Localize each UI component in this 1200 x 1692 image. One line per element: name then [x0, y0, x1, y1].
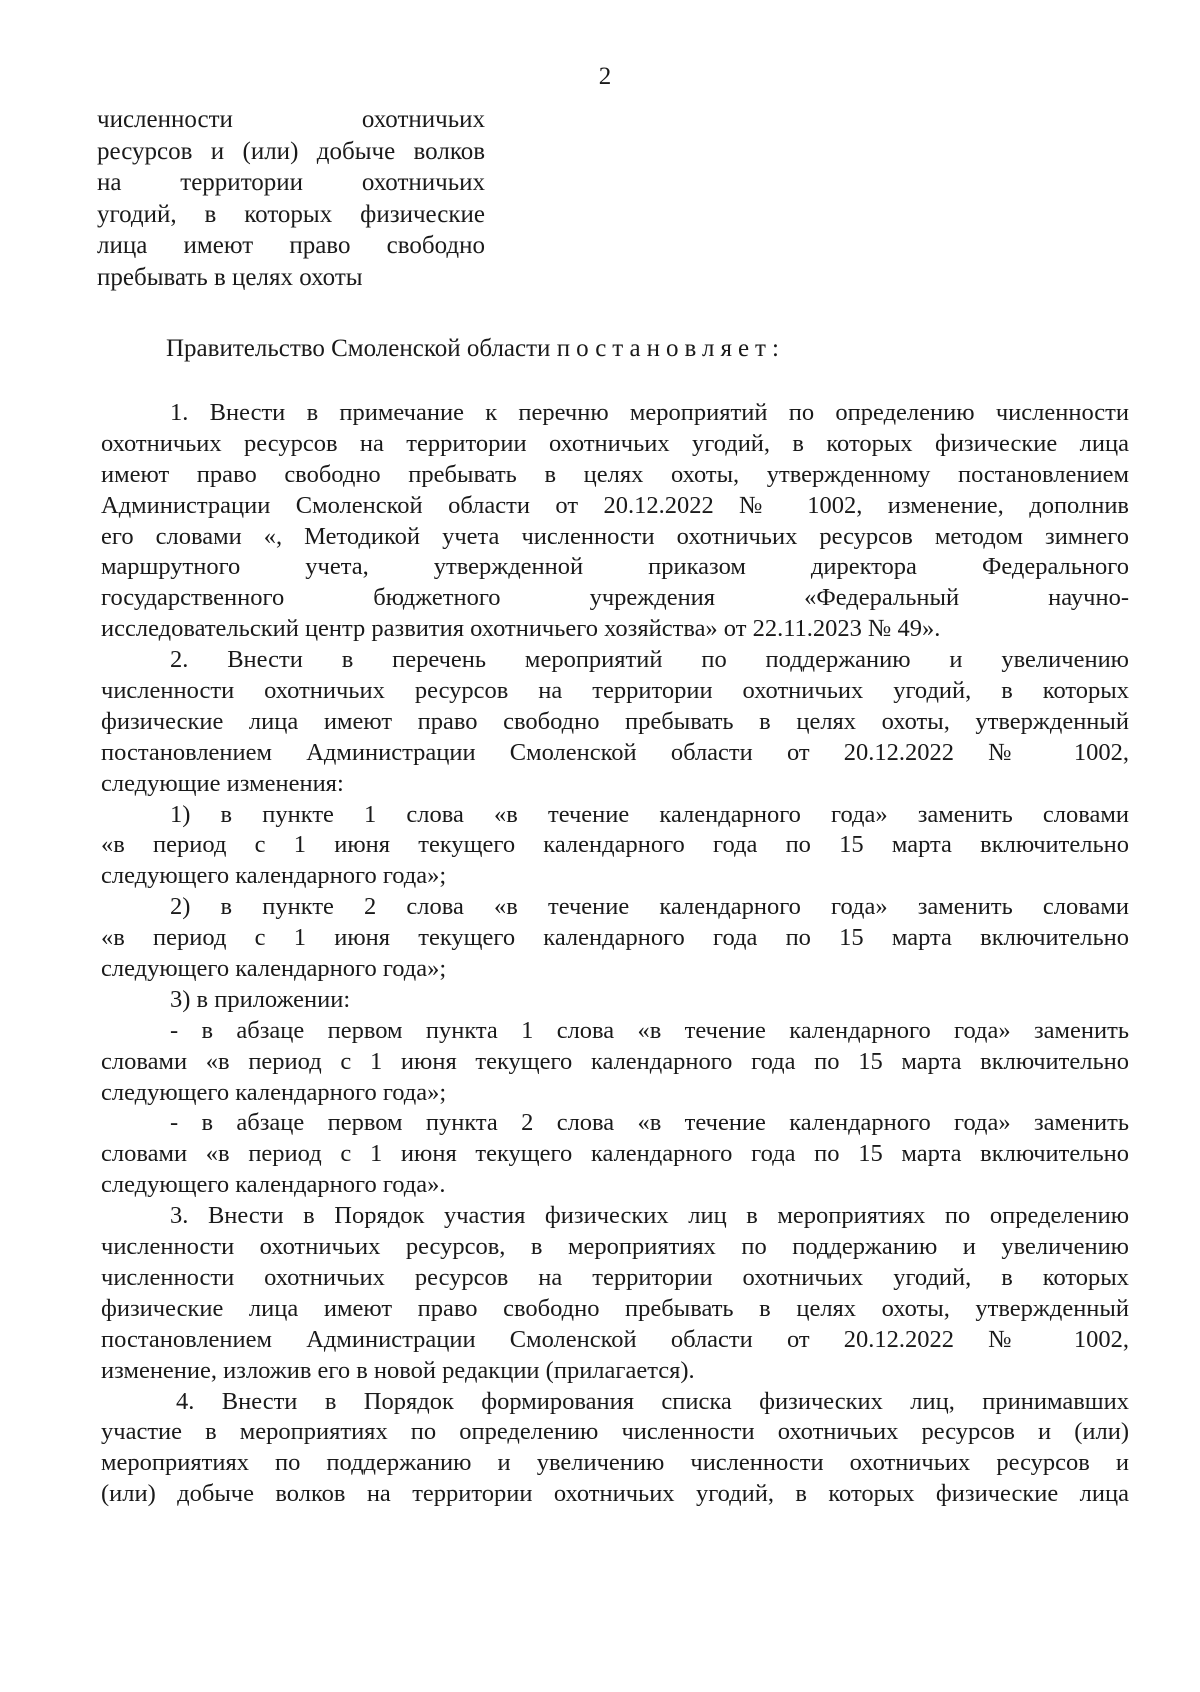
- body-line: постановлением Администрации Смоленской области от 20.12.2022 № 1002,: [101, 738, 1129, 766]
- title-line: пребывать в целях охоты: [97, 263, 363, 291]
- body-line: следующего календарного года»;: [101, 862, 447, 890]
- body-line: следующего календарного года»;: [101, 1078, 447, 1106]
- body-line: мероприятиях по поддержанию и увеличению численности охотничьих ресурсов и: [101, 1449, 1129, 1477]
- body-line: изменение, изложив его в новой редакции (прилагается).: [101, 1356, 695, 1384]
- body-line: физические лица имеют право свободно пребывать в целях охоты, утвержденный: [101, 707, 1129, 735]
- body-line: следующие изменения:: [101, 769, 344, 797]
- title-line: численности охотничьих: [97, 106, 485, 133]
- body-line: 1. Внести в примечание к перечню мероприятий по определению численности: [170, 399, 1129, 426]
- body-line: «в период с 1 июня текущего календарного года по 15 марта включительно: [101, 924, 1129, 952]
- body-line: численности охотничьих ресурсов на территории охотничьих угодий, в которых: [101, 677, 1129, 705]
- body-line: (или) добыче волков на территории охотничьих угодий, в которых физические лица: [101, 1480, 1129, 1508]
- body-line: охотничьих ресурсов на территории охотничьих угодий, в которых физические лица: [101, 429, 1129, 457]
- body-line: маршрутного учета, утвержденной приказом директора Федерального: [101, 553, 1129, 581]
- body-line: 3. Внести в Порядок участия физических лиц в мероприятиях по определению: [170, 1202, 1129, 1230]
- body-line: Администрации Смоленской области от 20.12.2022 № 1002, изменение, дополнив: [101, 491, 1129, 519]
- title-line: угодий, в которых физические: [97, 200, 485, 228]
- body-line: 4. Внести в Порядок формирования списка физических лиц, принимавших: [176, 1387, 1129, 1415]
- body-line: численности охотничьих ресурсов на территории охотничьих угодий, в которых: [101, 1263, 1129, 1291]
- body-line: «в период с 1 июня текущего календарного года по 15 марта включительно: [101, 831, 1129, 859]
- decree-verb: постановляет:: [556, 335, 785, 362]
- body-line: следующего календарного года»;: [101, 955, 447, 983]
- body-line: физические лица имеют право свободно пребывать в целях охоты, утвержденный: [101, 1294, 1129, 1322]
- decree-prefix: Правительство Смоленской области: [166, 335, 551, 362]
- decree-statement: [166, 334, 785, 364]
- body-line: 2. Внести в перечень мероприятий по поддержанию и увеличению: [170, 646, 1129, 674]
- document-title-block: [97, 104, 485, 293]
- body-line: участие в мероприятиях по определению численности охотничьих ресурсов и (или): [101, 1418, 1129, 1446]
- title-line: лица имеют право свободно: [97, 232, 485, 259]
- body-line: его словами «, Методикой учета численности охотничьих ресурсов методом зимнего: [101, 522, 1129, 550]
- body-line: исследовательский центр развития охотничьего хозяйства» от 22.11.2023 № 49».: [101, 615, 941, 643]
- body-line: постановлением Администрации Смоленской области от 20.12.2022 № 1002,: [101, 1325, 1129, 1353]
- title-line: ресурсов и (или) добыче волков: [97, 137, 485, 165]
- page-number: 2: [598, 63, 612, 90]
- body-line: 1) в пункте 1 слова «в течение календарного года» заменить словами: [170, 800, 1129, 828]
- body-line: численности охотничьих ресурсов, в мероприятиях по поддержанию и увеличению: [101, 1233, 1129, 1261]
- body-line: имеют право свободно пребывать в целях охоты, утвержденному постановлением: [101, 460, 1129, 488]
- body-line: словами «в период с 1 июня текущего календарного года по 15 марта включительно: [101, 1047, 1129, 1075]
- body-line: - в абзаце первом пункта 2 слова «в течение календарного года» заменить: [170, 1109, 1129, 1137]
- body-line: государственного бюджетного учреждения «Федеральный научно-: [101, 584, 1129, 612]
- title-line: на территории охотничьих: [97, 169, 485, 196]
- body-line: словами «в период с 1 июня текущего календарного года по 15 марта включительно: [101, 1140, 1129, 1168]
- body-line: 3) в приложении:: [170, 985, 351, 1013]
- body-line: - в абзаце первом пункта 1 слова «в течение календарного года» заменить: [170, 1016, 1129, 1044]
- document-body: [101, 398, 1129, 1510]
- body-line: следующего календарного года».: [101, 1171, 446, 1199]
- body-line: 2) в пункте 2 слова «в течение календарного года» заменить словами: [170, 893, 1129, 921]
